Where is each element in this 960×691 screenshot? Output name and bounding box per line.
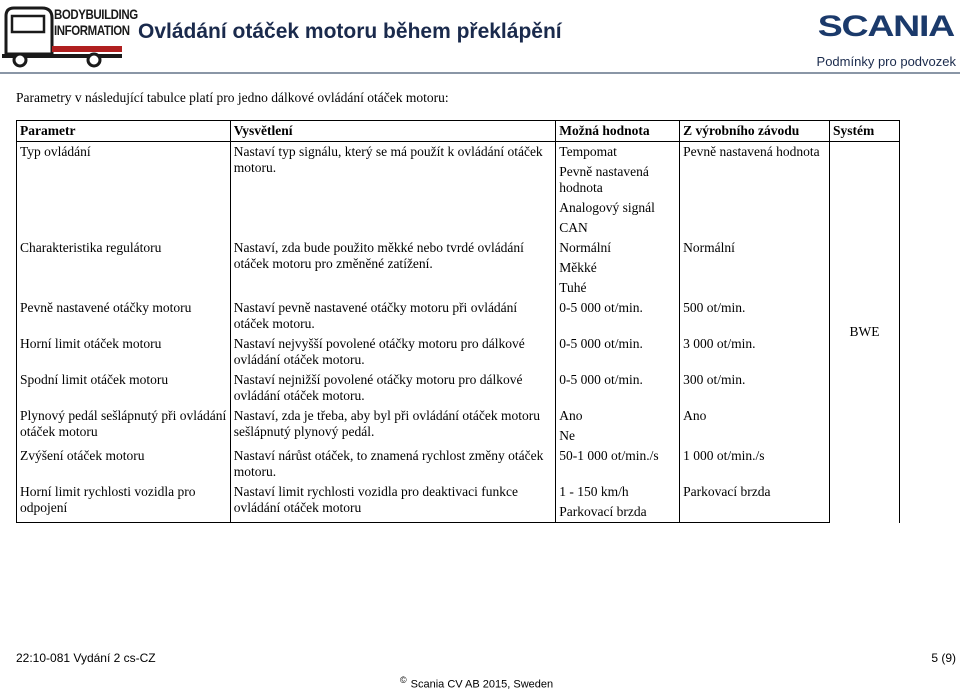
table-row (17, 406, 900, 446)
cell-explanation: Nastaví typ signálu, který se má použít k ovládání otáček motoru. (230, 142, 556, 239)
document-id: 22:10-081 Vydání 2 cs-CZ (16, 651, 156, 665)
possible-value: 0-5 000 ot/min. (559, 372, 643, 387)
page-title: Ovládání otáček motoru během překlápění (138, 20, 562, 43)
possible-value: Pevně nastavená hodnota (559, 164, 649, 195)
possible-value: Ano (559, 408, 583, 423)
cell-parameter: Zvýšení otáček motoru (17, 446, 231, 482)
possible-value: CAN (559, 220, 588, 235)
cell-possible-values (556, 298, 680, 334)
cell-factory-value: Parkovací brzda (680, 482, 830, 523)
table-row (17, 334, 900, 370)
possible-value: 1 - 150 km/h (559, 484, 629, 499)
table-row (17, 446, 900, 482)
col-header-parameter: Parametr (17, 121, 231, 142)
copyright-symbol: © (400, 675, 407, 685)
header-divider (0, 72, 960, 74)
cell-possible-values (556, 482, 680, 523)
copyright-notice (400, 675, 553, 691)
page-number: 5 (9) (931, 651, 956, 665)
cell-parameter: Typ ovládání (17, 142, 231, 239)
logo-text-line2: INFORMATION (54, 22, 130, 38)
cell-factory-value: Pevně nastavená hodnota (680, 142, 830, 239)
possible-value: Analogový signál (559, 200, 655, 215)
possible-value: Normální (559, 240, 612, 255)
section-subheader: Podmínky pro podvozek (816, 54, 956, 69)
parameters-table (16, 120, 900, 523)
cell-factory-value: 3 000 ot/min. (680, 334, 830, 370)
cell-parameter: Charakteristika regulátoru (17, 238, 231, 298)
cell-possible-values (556, 406, 680, 446)
cell-possible-values (556, 446, 680, 482)
cell-explanation: Nastaví nárůst otáček, to znamená rychlost změny otáček motoru. (230, 446, 556, 482)
cell-explanation: Nastaví, zda bude použito měkké nebo tvrdé ovládání otáček motoru pro změněné zatížení. (230, 238, 556, 298)
cell-factory-value: 500 ot/min. (680, 298, 830, 334)
table-header-row (17, 121, 900, 142)
possible-value: Tuhé (559, 280, 587, 295)
possible-value: Měkké (559, 260, 597, 275)
cell-parameter: Horní limit otáček motoru (17, 334, 231, 370)
possible-value: 0-5 000 ot/min. (559, 300, 643, 315)
cell-explanation: Nastaví limit rychlosti vozidla pro deaktivaci funkce ovládání otáček motoru (230, 482, 556, 523)
possible-value: Parkovací brzda (559, 504, 647, 519)
cell-possible-values (556, 334, 680, 370)
col-header-factory: Z výrobního závodu (680, 121, 830, 142)
table-row (17, 142, 900, 239)
table-row (17, 238, 900, 298)
logo-text-line1: BODYBUILDING (54, 6, 138, 22)
scania-logo: SCANIA (817, 10, 954, 43)
col-header-system: Systém (830, 121, 900, 142)
cell-parameter: Spodní limit otáček motoru (17, 370, 231, 406)
cell-explanation: Nastaví pevně nastavené otáčky motoru při ovládání otáček motoru. (230, 298, 556, 334)
cell-factory-value: Ano (680, 406, 830, 446)
col-header-explanation: Vysvětlení (230, 121, 556, 142)
possible-value: 50-1 000 ot/min./s (559, 448, 659, 463)
cell-possible-values (556, 370, 680, 406)
table-row (17, 482, 900, 523)
cell-factory-value: Normální (680, 238, 830, 298)
cell-factory-value: 1 000 ot/min./s (680, 446, 830, 482)
cell-explanation: Nastaví nejvyšší povolené otáčky motoru pro dálkové ovládání otáček motoru. (230, 334, 556, 370)
cell-possible-values (556, 238, 680, 298)
copyright-text: Scania CV AB 2015, Sweden (410, 678, 554, 691)
cell-parameter: Plynový pedál sešlápnutý při ovládání otáček motoru (17, 406, 231, 446)
col-header-possible-value: Možná hodnota (556, 121, 680, 142)
cell-parameter: Horní limit rychlosti vozidla pro odpojení (17, 482, 231, 523)
cell-explanation: Nastaví, zda je třeba, aby byl při ovládání otáček motoru sešlápnutý plynový pedál. (230, 406, 556, 446)
intro-text: Parametry v následující tabulce platí pro jedno dálkové ovládání otáček motoru: (16, 90, 449, 105)
cell-parameter: Pevně nastavené otáčky motoru (17, 298, 231, 334)
cell-possible-values (556, 142, 680, 239)
possible-value: Tempomat (559, 144, 617, 159)
table-row (17, 370, 900, 406)
possible-value: 0-5 000 ot/min. (559, 336, 643, 351)
table-row (17, 298, 900, 334)
cell-system: BWE (830, 142, 900, 523)
cell-factory-value: 300 ot/min. (680, 370, 830, 406)
bodybuilding-information-logo (2, 2, 138, 68)
cell-explanation: Nastaví nejnižší povolené otáčky motoru pro dálkové ovládání otáček motoru. (230, 370, 556, 406)
possible-value: Ne (559, 428, 576, 443)
